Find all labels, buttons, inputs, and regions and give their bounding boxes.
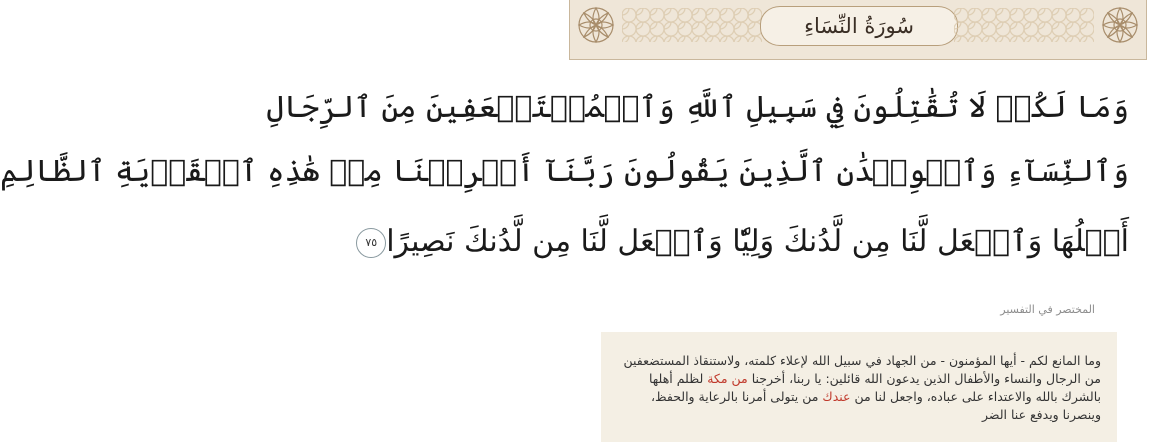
surah-name: سُورَةُ النِّسَاءِ (804, 14, 914, 38)
verse-line-1[interactable]: وَمَا لَكُمۡ لَا تُقَٰتِلُونَ فِي سَبِيلِ ٱللَّهِ وَٱلۡمُسۡتَضۡعَفِينَ مِنَ ٱلرِّجَالِ (266, 90, 1129, 125)
tafsir-text-part2: لظلم أهلها بالشرك بالله والاعتداء على عباده، واجعل لنا من (648, 371, 1101, 404)
tafsir-source-label: المختصر في التفسير (1000, 303, 1095, 316)
tafsir-text-part3: من يتولى أمرنا بالرعاية والحفظ، وينصرنا ويدفع عنا الضر (650, 389, 1101, 422)
tafsir-box (601, 332, 1117, 442)
rosette-ornament-icon (1100, 5, 1140, 45)
geometric-pattern-left (622, 8, 762, 42)
tafsir-text-part1: وما المانع لكم - أيها المؤمنون - من الجهاد في سبيل الله لإعلاء كلمته، ولاستنقاذ المستضعفين من الرجال والنساء والأطفال الذين يدعون الله قائلين: يا ربنا، أخرجنا (623, 353, 1101, 386)
tafsir-highlight-2[interactable]: عندك (822, 389, 851, 404)
verse-line-3[interactable] (365, 222, 1129, 262)
geometric-pattern-right (954, 8, 1094, 42)
ayah-number-marker[interactable]: ٧٥ (356, 228, 386, 258)
verse-line-3-text[interactable]: أَهۡلُهَا وَٱجۡعَل لَّنَا مِن لَّدُنكَ وَلِيّٗا وَٱجۡعَل لَّنَا مِن لَّدُنكَ نَصِيرًا (386, 224, 1129, 259)
tafsir-highlight-1[interactable]: من مكة (707, 371, 748, 386)
surah-header-frame (569, 0, 1147, 60)
rosette-ornament-icon (576, 5, 616, 45)
verse-line-2[interactable]: وَٱلنِّسَآءِ وَٱلۡوِلۡدَٰنِ ٱلَّذِينَ يَقُولُونَ رَبَّنَآ أَخۡرِجۡنَا مِنۡ هَٰذِهِ ٱلۡقَرۡيَةِ ٱلظَّالِمِ (0, 154, 1129, 189)
surah-title-cartouche (760, 6, 958, 46)
